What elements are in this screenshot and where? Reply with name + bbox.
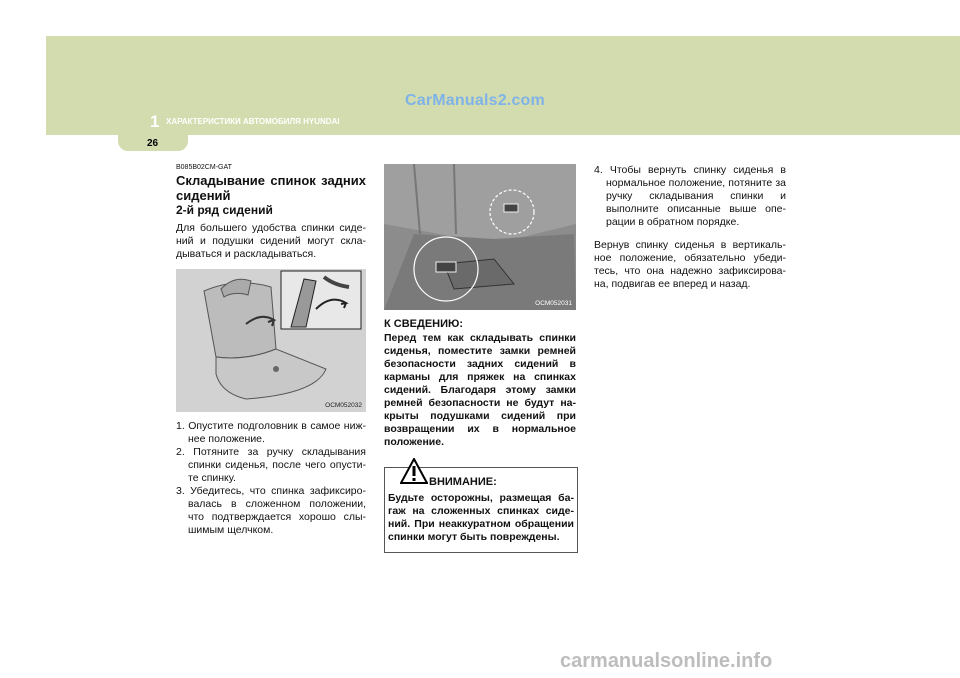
warning-triangle-icon — [400, 458, 428, 489]
column-right — [594, 164, 786, 291]
caution-title: К СВЕДЕНИЮ: — [384, 318, 464, 330]
section-code: B085B02CM-GAT — [176, 164, 232, 171]
steps-list — [176, 420, 366, 537]
intro-text: Для большего удобства спинки сиде-ний и подушки сидений могут скла-дываться и раскладываться. — [176, 222, 366, 260]
warning-body: Будьте осторожны, размещая ба-гаж на сложенных спинках сиде-ний. При неаккуратном обращении спинки могут быть повреждены. — [388, 492, 574, 543]
seat-illustration — [176, 269, 366, 412]
figure-caption: OCM052031 — [535, 300, 572, 307]
buckle-illustration — [384, 164, 576, 310]
chapter-title: ХАРАКТЕРИСТИКИ АВТОМОБИЛЯ HYUNDAI — [166, 117, 340, 126]
page-number: 26 — [147, 138, 159, 149]
buckle-drawing — [384, 164, 576, 310]
column-middle — [384, 164, 576, 553]
closing-text: Вернув спинку сиденья в вертикаль-ное положение, обязательно убеди-тесь, что она надежно зафиксирова-на, подвигав ее вперед и назад. — [594, 239, 786, 290]
warning-box — [384, 467, 578, 553]
column-left — [176, 164, 366, 537]
section-title: Складывание спинок задних сидений — [176, 173, 366, 203]
caution-body: Перед тем как складывать спинки сиденья, поместите замки ремней безопасности задних сидений в карманы для пряжек на спинках сидений. Благодаря этому замки ремней безопасности не будут на-крыты подушками сидений при возвращении их в нормальное положение. — [384, 332, 576, 448]
list-item: 4. Чтобы вернуть спинку сиденья в нормальное положение, потяните за ручку складывания спинки и выполните описанные выше опе-рации в обратном порядке. — [594, 164, 786, 228]
figure-caption: OCM052032 — [325, 402, 362, 409]
site-logo-link[interactable]: CarManuals2.com — [405, 92, 545, 109]
chapter-number: 1 — [150, 112, 160, 131]
list-item: 1. Опустите подголовник в самое ниж-нее положение. — [176, 420, 366, 445]
warning-title: ВНИМАНИЕ: — [429, 476, 497, 488]
section-subtitle: 2-й ряд сидений — [176, 203, 273, 217]
list-item: 3. Убедитесь, что спинка зафиксиро-валась в сложенном положении, что подтверждается хорошо слы-шимым щелчком. — [176, 485, 366, 536]
footer-watermark: carmanualsonline.info — [560, 650, 773, 672]
steps-list-continued — [594, 164, 786, 229]
seat-drawing — [176, 269, 366, 412]
list-item: 2. Потяните за ручку складывания спинки сиденья, после чего опусти-те спинку. — [176, 446, 366, 484]
